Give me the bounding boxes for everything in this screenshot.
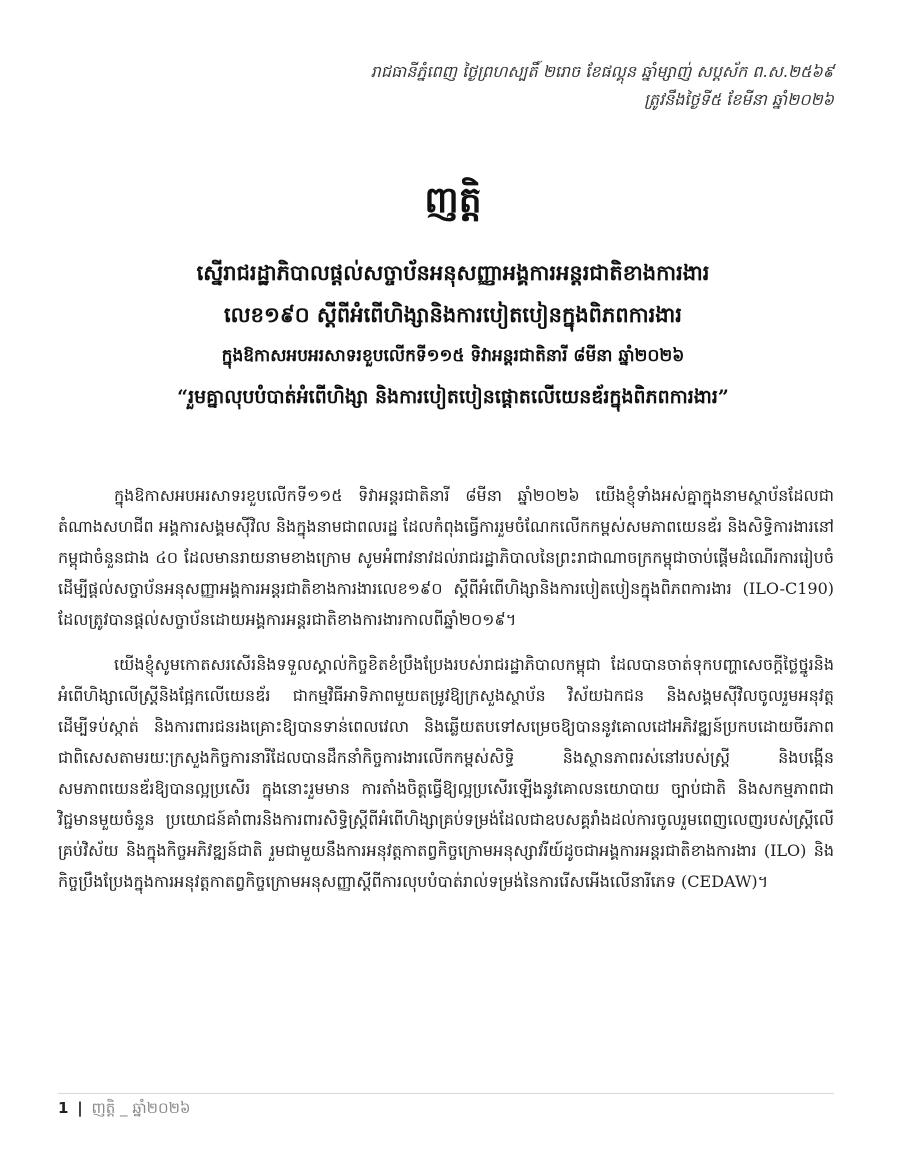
date-line-lunar: រាជធានីភ្នំពេញ ថ្ងៃព្រហស្បតិ៍ ២រោច ខែផល្គុន ឆ្នាំម្សាញ់ សប្តស័ក ព.ស.២៥៦៩ [370, 62, 834, 81]
body-paragraph-1: ក្នុងឱកាសអបអរសាទរខួបលើកទី១១៥ ទិវាអន្តរជាតិនារី ៨មីនា ឆ្នាំ២០២៦ យើងខ្ញុំទាំងអស់គ្នាក្នុងនាមស្ថាប័នដែលជាតំណាងសហជីព អង្គការសង្គមស៊ីវិល និងក្នុងនាមជាពលរដ្ឋ ដែលកំពុងធ្វើការរួមចំណែកលើកកម្ពស់សមភាពយេនឌ័រ និងសិទ្ធិការងារនៅកម្ពុជាចំនួនជាង ៤០ ដែលមានរាយនាមខាងក្រោម សូមអំពាវនាវដល់រាជរដ្ឋាភិបាលនៃព្រះរាជាណាចក្រកម្ពុជាចាប់ផ្តើមដំណើរការរៀបចំដើម្បីផ្តល់សច្ចាប័នអនុសញ្ញាអង្គការអន្តរជាតិខាងការងារលេខ១៩០ ស្តីពីអំពើហិង្សានិងការបៀតបៀនក្នុងពិភពការងារ (ILO-C190) ដែលត្រូវបានផ្តល់សច្ចាប័នដោយអង្គការអន្តរជាតិខាងការងារកាលពីឆ្នាំ២០១៩។ [58, 486, 834, 629]
document-subtitle [70, 252, 836, 418]
document-body [58, 480, 834, 911]
date-block [234, 58, 834, 114]
subtitle-theme: “រួមគ្នាលុបបំបាត់អំពើហិង្សា និងការបៀតបៀនផ្តោតលើយេនឌ័រក្នុងពិភពការងារ” [177, 386, 729, 408]
subtitle-line-3: ក្នុងឱកាសអបអរសាទរខួបលើកទី១១៥ ទិវាអន្តរជាតិនារី ៨មីនា ឆ្នាំ២០២៦ [221, 346, 685, 366]
body-paragraph-2: យើងខ្ញុំសូមកោតសរសើរនិងទទួលស្គាល់កិច្ចខិតខំប្រឹងប្រែងរបស់រាជរដ្ឋាភិបាលកម្ពុជា ដែលបានចាត់ទុកបញ្ហាសេចក្តីថ្លៃថ្នូរនិងអំពើហិង្សាលើស្ត្រីនិងផ្អែកលើយេនឌ័រ ជាកម្មវិធីអាទិភាពមួយតម្រូវឱ្យក្រសួងស្ថាប័ន វិស័យឯកជន និងសង្គមស៊ីវិលចូលរួមអនុវត្ត ដើម្បីទប់ស្កាត់ និងការពារជនរងគ្រោះឱ្យបានទាន់ពេលវេលា និងឆ្លើយតបទៅសម្រេចឱ្យបាននូវគោលដៅអភិវឌ្ឍន៍ប្រកបដោយចីរភាព ជាពិសេសតាមរយៈក្រសួងកិច្ចការនារីដែលបានដឹកនាំកិច្ចការងារលើកកម្ពស់សិទ្ធិ និងស្ថានភាពរស់នៅរបស់ស្ត្រី និងបង្កើនសមភាពយេនឌ័រឱ្យបានល្អប្រសើរ ក្នុងនោះរួមមាន ការតាំងចិត្តធ្វើឱ្យល្អប្រសើរឡើងនូវគោលនយោបាយ ច្បាប់ជាតិ និងសកម្មភាពជាវិជ្ជមានមួយចំនួន ប្រយោជន៍គាំពារនិងការពារសិទ្ធិស្ត្រីពីអំពើហិង្សាគ្រប់ទម្រង់ដែលជាឧបសគ្គរាំងដល់ការចូលរួមពេញលេញរបស់ស្ត្រីលើគ្រប់វិស័យ និងក្នុងកិច្ចអភិវឌ្ឍន៍ជាតិ រួមជាមួយនឹងការអនុវត្តកាតព្វកិច្ចក្រោមអនុស្សាវរីយ៍ដូចជាអង្គការអន្តរជាតិខាងការងារ (ILO) និងកិច្ចប្រឹងប្រែងក្នុងការអនុវត្តកាតព្វកិច្ចក្រោមអនុសញ្ញាស្តីពីការលុបបំបាត់រាល់ទម្រង់នៃការរើសអើងលើនារីភេទ (CEDAW)។ [58, 655, 834, 891]
footer-doc-label: ញត្តិ _ ឆ្នាំ២០២៦ [91, 1099, 191, 1117]
subtitle-line-1: ស្នើរាជរដ្ឋាភិបាលផ្តល់សច្ចាប័នអនុសញ្ញាអង្គការអន្តរជាតិខាងការងារ [196, 260, 710, 285]
page-footer [58, 1098, 191, 1118]
subtitle-line-2: លេខ១៩០ ស្តីពីអំពើហិង្សានិងការបៀតបៀនក្នុងពិភពការងារ [224, 302, 682, 327]
page-number: 1 [58, 1099, 69, 1117]
document-title: ញត្តិ [424, 179, 482, 221]
footer-divider [58, 1093, 834, 1094]
date-line-solar: ត្រូវនឹងថ្ងៃទី៥ ខែមីនា ឆ្នាំ២០២៦ [644, 90, 834, 109]
footer-separator: | [77, 1099, 83, 1117]
